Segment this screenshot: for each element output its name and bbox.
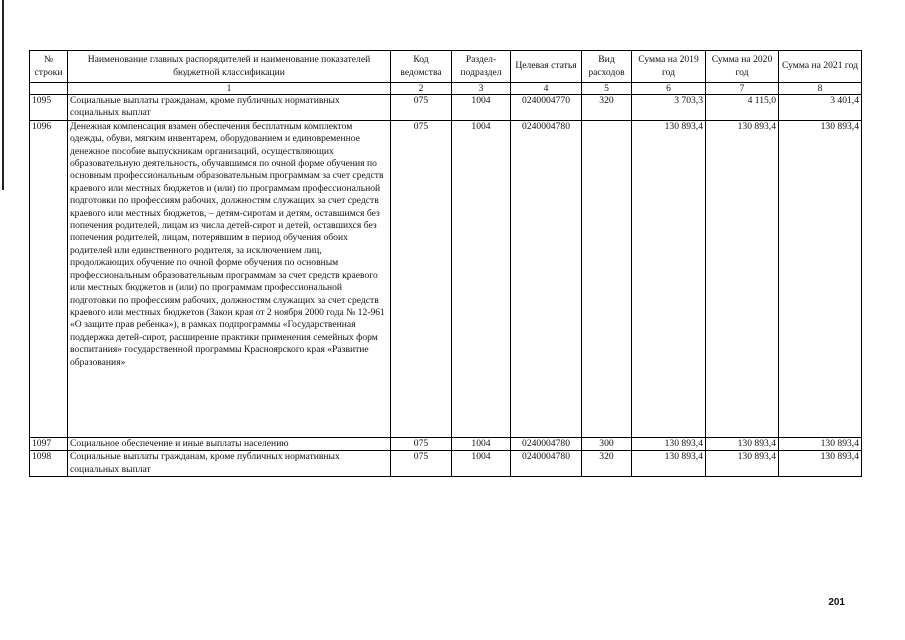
table-row — [30, 451, 862, 477]
row-number: 1095 — [30, 95, 68, 121]
column-number: 5 — [582, 83, 632, 95]
column-number: 8 — [779, 83, 862, 95]
row-section: 1004 — [452, 451, 511, 477]
row-exp-type — [582, 120, 632, 437]
header-sum-2019: Сумма на 2019 год — [632, 51, 706, 83]
row-target: 0240004780 — [511, 437, 582, 450]
row-dept: 075 — [391, 120, 452, 437]
row-section: 1004 — [452, 120, 511, 437]
column-number: 4 — [511, 83, 582, 95]
table-row — [30, 120, 862, 437]
row-number: 1097 — [30, 437, 68, 450]
row-dept: 075 — [391, 437, 452, 450]
row-sum-2021: 130 893,4 — [779, 120, 862, 437]
row-exp-type: 320 — [582, 451, 632, 477]
row-sum-2019: 130 893,4 — [632, 120, 706, 437]
row-number: 1096 — [30, 120, 68, 437]
row-sum-2021: 130 893,4 — [779, 437, 862, 450]
column-number: 2 — [391, 83, 452, 95]
row-sum-2019: 130 893,4 — [632, 451, 706, 477]
header-name: Наименование главных распорядителей и наименование показателей бюджетной классификации — [68, 51, 391, 83]
header-row — [30, 51, 862, 83]
row-section: 1004 — [452, 437, 511, 450]
row-sum-2019: 130 893,4 — [632, 437, 706, 450]
row-target: 0240004770 — [511, 95, 582, 121]
row-dept: 075 — [391, 95, 452, 121]
row-number: 1098 — [30, 451, 68, 477]
header-sum-2021: Сумма на 2021 год — [779, 51, 862, 83]
row-sum-2021: 3 401,4 — [779, 95, 862, 121]
column-number — [30, 83, 68, 95]
column-number: 1 — [68, 83, 391, 95]
page-number: 201 — [828, 597, 845, 608]
row-name: Социальные выплаты гражданам, кроме публичных нормативных социальных выплат — [68, 95, 391, 121]
row-name: Социальное обеспечение и иные выплаты населению — [68, 437, 391, 450]
scan-margin-line — [2, 0, 4, 190]
header-dept: Код ведомства — [391, 51, 452, 83]
row-sum-2020: 130 893,4 — [706, 437, 779, 450]
row-dept: 075 — [391, 451, 452, 477]
budget-table — [29, 50, 862, 477]
column-number-row — [30, 83, 862, 95]
row-sum-2020: 130 893,4 — [706, 120, 779, 437]
header-num: № строки — [30, 51, 68, 83]
row-sum-2019: 3 703,3 — [632, 95, 706, 121]
header-target: Целевая статья — [511, 51, 582, 83]
column-number: 7 — [706, 83, 779, 95]
column-number: 6 — [632, 83, 706, 95]
column-number: 3 — [452, 83, 511, 95]
row-target: 0240004780 — [511, 120, 582, 437]
table-row — [30, 95, 862, 121]
row-name: Денежная компенсация взамен обеспечения бесплатным комплектом одежды, обуви, мягким инвентарем, оборудованием и единовременное денежное пособие выпускникам организаций, осуществляющих образовательную деятельность, обучавшимся по очной форме обучения по основным профессиональным образовательным программам за счет средств краевого или местных бюджетов и (или) по программам профессиональной подготовки по профессиям рабочих, должностям служащих за счет средств краевого или местных бюджетов, – детям-сиротам и детям, оставшимся без попечения родителей, лицам из числа детей-сирот и детей, оставшихся без попечения родителей, лицам, потерявшим в период обучения обоих родителей или единственного родителя, за исключением лиц, продолжающих обучение по очной форме обучения по основным профессиональным образовательным программам за счет средств краевого или местных бюджетов и (или) по программам профессиональной подготовки по профессиям рабочих, должностям служащих за счет средств краевого или местных бюджетов (Закон края от 2 ноября 2000 года № 12-961 «О защите прав ребенка»), в рамках подпрограммы «Государственная поддержка детей-сирот, расширение практики применения семейных форм воспитания» государственной программы Красноярского края «Развитие образования» — [68, 120, 391, 437]
header-sum-2020: Сумма на 2020 год — [706, 51, 779, 83]
header-exp-type: Вид расходов — [582, 51, 632, 83]
row-exp-type: 300 — [582, 437, 632, 450]
row-sum-2020: 4 115,0 — [706, 95, 779, 121]
row-target: 0240004780 — [511, 451, 582, 477]
row-sum-2020: 130 893,4 — [706, 451, 779, 477]
row-section: 1004 — [452, 95, 511, 121]
row-exp-type: 320 — [582, 95, 632, 121]
table-row — [30, 437, 862, 450]
row-name: Социальные выплаты гражданам, кроме публичных нормативных социальных выплат — [68, 451, 391, 477]
row-sum-2021: 130 893,4 — [779, 451, 862, 477]
header-section: Раздел-подраздел — [452, 51, 511, 83]
